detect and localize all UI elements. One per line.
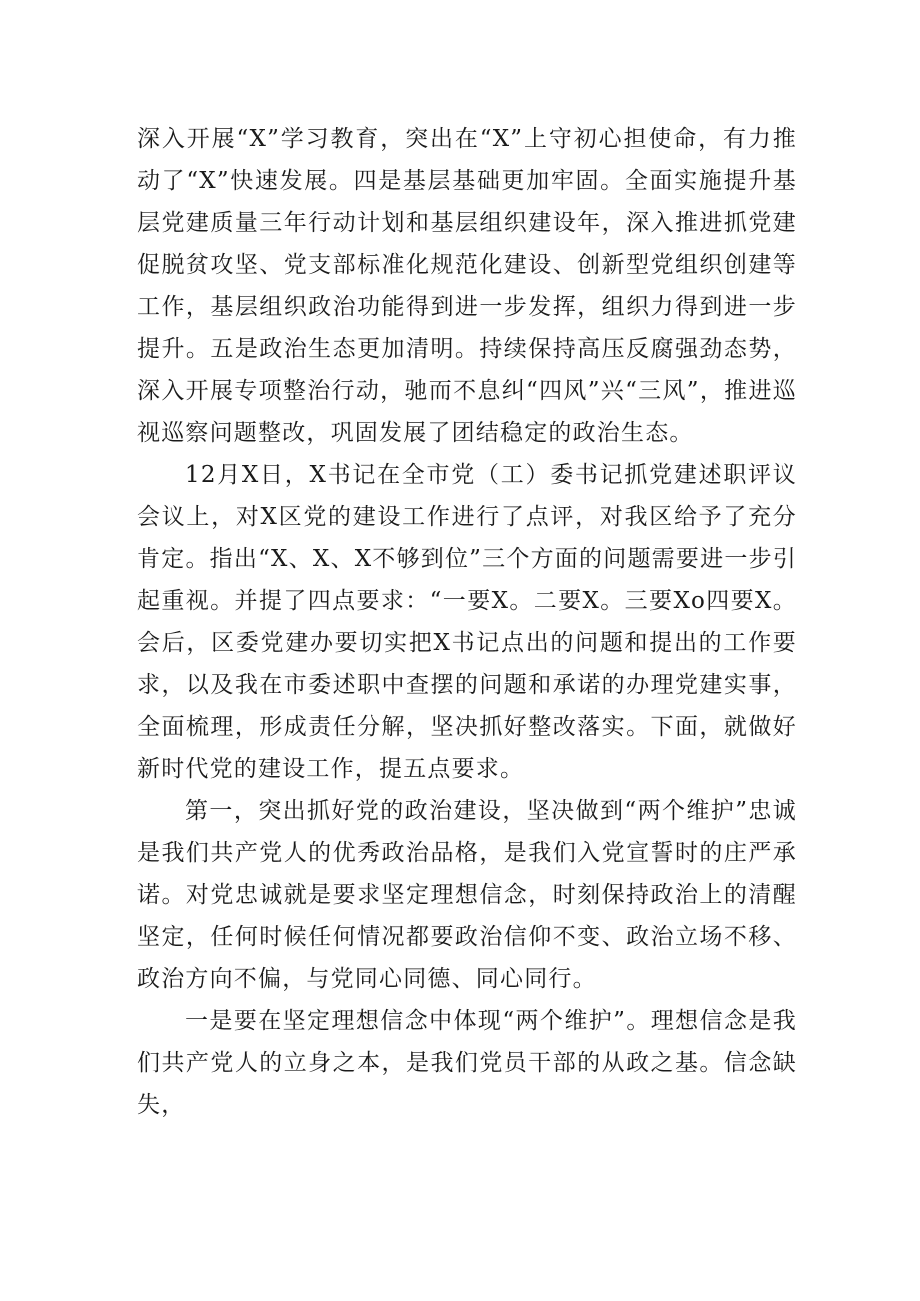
paragraph-1: 深入开展“X”学习教育，突出在“X”上守初心担使命，有力推动了“X”快速发展。四是基层基础更加牢固。全面实施提升基层党建质量三年行动计划和基层组织建设年，深入推进抓党建促脱贫攻坚、党支部标准化规范化建设、创新型党组织创建等工作，基层组织政治功能得到进一步发挥，组织力得到进一步提升。五是政治生态更加清明。持续保持高压反腐强劲态势，深入开展专项整治行动，驰而不息纠“四风”兴“三风”，推进巡视巡察问题整改，巩固发展了团结稳定的政治生态。 [137,126,797,446]
paragraph-2: 12月X日，X书记在全市党（工）委书记抓党建述职评议会议上，对X区党的建设工作进行了点评，对我区给予了充分肯定。指出“X、X、X不够到位”三个方面的问题需要进一步引起重视。并提了四点要求：“一要X。二要X。三要Xo四要X。会后，区委党建办要切实把X书记点出的问题和提出的工作要求，以及我在市委述职中查摆的问题和承诺的办理党建实事，全面梳理，形成责任分解，坚决抓好整改落实。下面，就做好新时代党的建设工作，提五点要求。 [137,462,797,782]
document-body [137,118,797,1126]
paragraph-3: 第一，突出抓好党的政治建设，坚决做到“两个维护”忠诚是我们共产党人的优秀政治品格，是我们入党宣誓时的庄严承诺。对党忠诚就是要求坚定理想信念，时刻保持政治上的清醒坚定，任何时候任何情况都要政治信仰不变、政治立场不移、政治方向不偏，与党同心同德、同心同行。 [137,798,797,992]
paragraph-4: 一是要在坚定理想信念中体现“两个维护”。理想信念是我们共产党人的立身之本，是我们党员干部的从政之基。信念缺失， [137,1008,797,1118]
